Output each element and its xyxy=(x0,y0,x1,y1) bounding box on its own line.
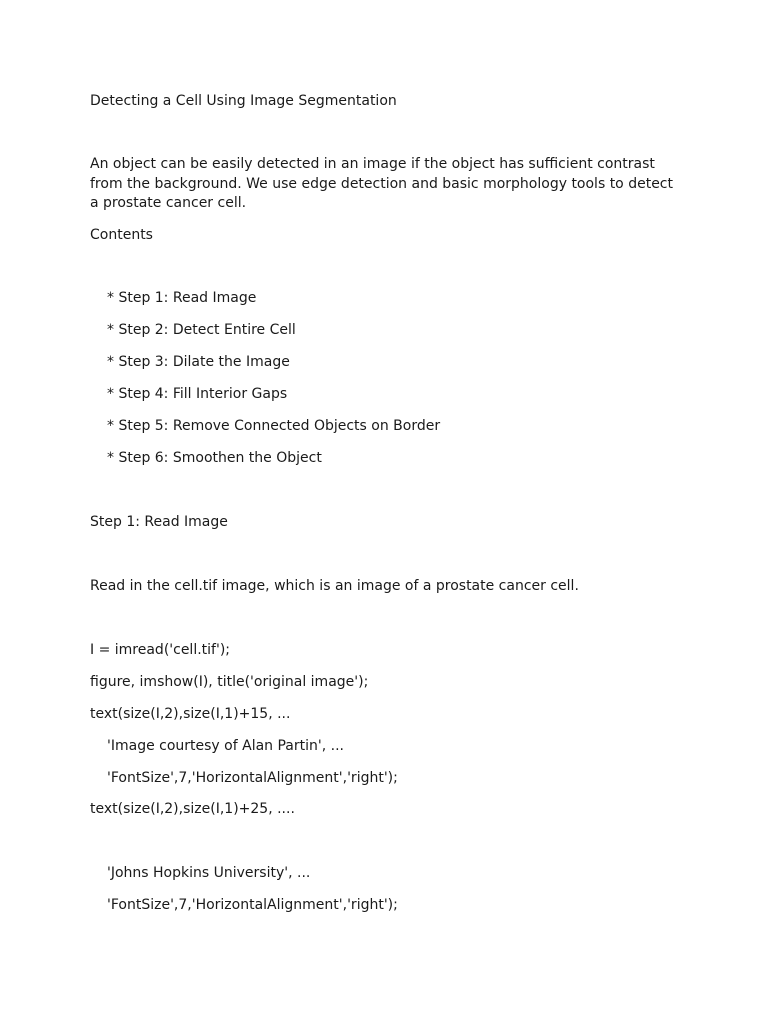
step1-text: Read in the cell.tif image, which is an image of a prostate cancer cell. xyxy=(90,578,579,594)
intro-line: from the background. We use edge detection and basic morphology tools to detect xyxy=(90,175,673,192)
intro-paragraph xyxy=(90,155,690,214)
code-line: 'Image courtesy of Alan Partin', ... xyxy=(107,738,344,754)
code-line: I = imread('cell.tif'); xyxy=(90,642,230,658)
contents-item: * Step 5: Remove Connected Objects on Border xyxy=(107,418,441,434)
code-line: text(size(I,2),size(I,1)+25, .... xyxy=(90,801,295,817)
intro-line: An object can be easily detected in an image if the object has sufficient contrast xyxy=(90,156,655,172)
code-line: figure, imshow(I), title('original image'); xyxy=(90,674,369,690)
contents-item: * Step 3: Dilate the Image xyxy=(107,354,290,370)
code-line: 'FontSize',7,'HorizontalAlignment','right'); xyxy=(107,897,398,913)
intro-line: a prostate cancer cell. xyxy=(90,195,247,211)
code-line: text(size(I,2),size(I,1)+15, ... xyxy=(90,706,291,722)
contents-item: * Step 2: Detect Entire Cell xyxy=(107,322,296,338)
contents-item: * Step 4: Fill Interior Gaps xyxy=(107,386,288,402)
contents-item: * Step 6: Smoothen the Object xyxy=(107,450,322,466)
step1-heading: Step 1: Read Image xyxy=(90,514,228,530)
code-line: 'FontSize',7,'HorizontalAlignment','right'); xyxy=(107,770,398,786)
document-title: Detecting a Cell Using Image Segmentation xyxy=(90,93,397,109)
code-line: 'Johns Hopkins University', ... xyxy=(107,865,311,881)
contents-heading: Contents xyxy=(90,227,153,243)
contents-item: * Step 1: Read Image xyxy=(107,290,257,306)
